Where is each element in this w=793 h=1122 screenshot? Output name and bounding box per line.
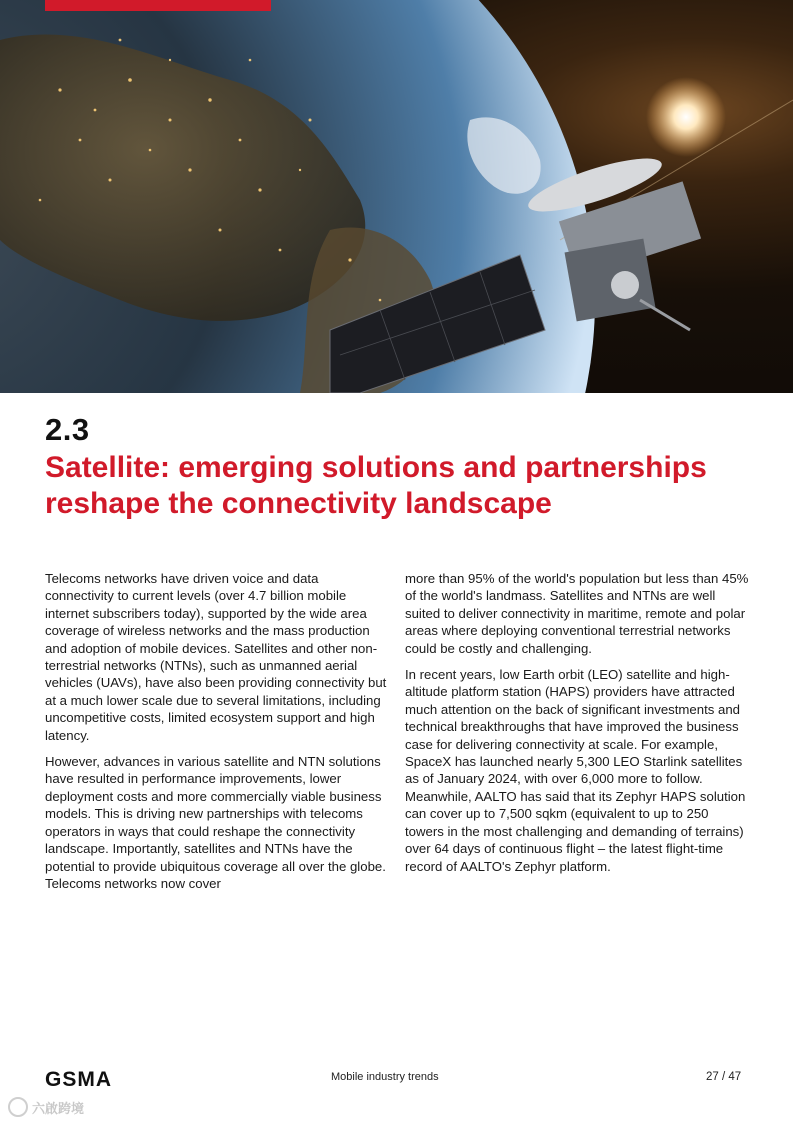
hero-image xyxy=(0,0,793,393)
body-column-left xyxy=(45,570,390,901)
satellite-earth-illustration xyxy=(0,0,793,393)
watermark xyxy=(8,1097,84,1117)
section-number: 2.3 xyxy=(45,412,90,447)
watermark-logo-icon xyxy=(8,1097,28,1117)
footer-title: Mobile industry trends xyxy=(331,1071,439,1083)
watermark-text: 六啟跨境 xyxy=(32,1100,85,1116)
gsma-logo: GSMA xyxy=(45,1068,112,1091)
paragraph: However, advances in various satellite and NTN solutions have resulted in performance improvements, lower deployment costs and more commercially viable business models. This is driving new partnerships with telecoms operators in ways that could reshape the connectivity landscape. Importantly, satellites and NTNs have the potential to provide ubiquitous coverage all over the globe. Telecoms networks now cover xyxy=(45,754,386,891)
page-number: 27 / 47 xyxy=(706,1071,742,1083)
section-title: Satellite: emerging solutions and partnerships reshape the connectivity landscape xyxy=(45,451,707,520)
body-column-right xyxy=(405,570,750,884)
paragraph: In recent years, low Earth orbit (LEO) satellite and high-altitude platform station (HAPS) providers have attracted much attention on the back of significant investments and technical breakthroughs that have improved the business case for delivering connectivity at scale. For example, SpaceX has launched nearly 5,300 LEO Starlink satellites as of January 2024, with over 6,000 more to follow. Meanwhile, AALTO has said that its Zephyr HAPS solution can cover up to 7,500 sqkm (equivalent to up to 250 towers in the most challenging and demanding of terrains) over 64 days of continuous flight – the latest flight-time record of AALTO's Zephyr platform. xyxy=(405,667,746,874)
accent-bar xyxy=(45,0,271,11)
paragraph: more than 95% of the world's population but less than 45% of the world's landmass. Satellites and NTNs are well suited to deliver connectivity in maritime, remote and polar areas where deploying conventional terrestrial networks could be costly and challenging. xyxy=(405,571,749,656)
paragraph: Telecoms networks have driven voice and data connectivity to current levels (over 4.7 billion mobile internet subscribers today), supported by the wide area coverage of wireless networks and the mass production and adoption of mobile devices. Satellites and other non-terrestrial networks (NTNs), such as unmanned aerial vehicles (UAVs), have also been providing connectivity but at a much lower scale due to several limitations, including uncompetitive costs, limited ecosystem support and high latency. xyxy=(45,571,387,743)
